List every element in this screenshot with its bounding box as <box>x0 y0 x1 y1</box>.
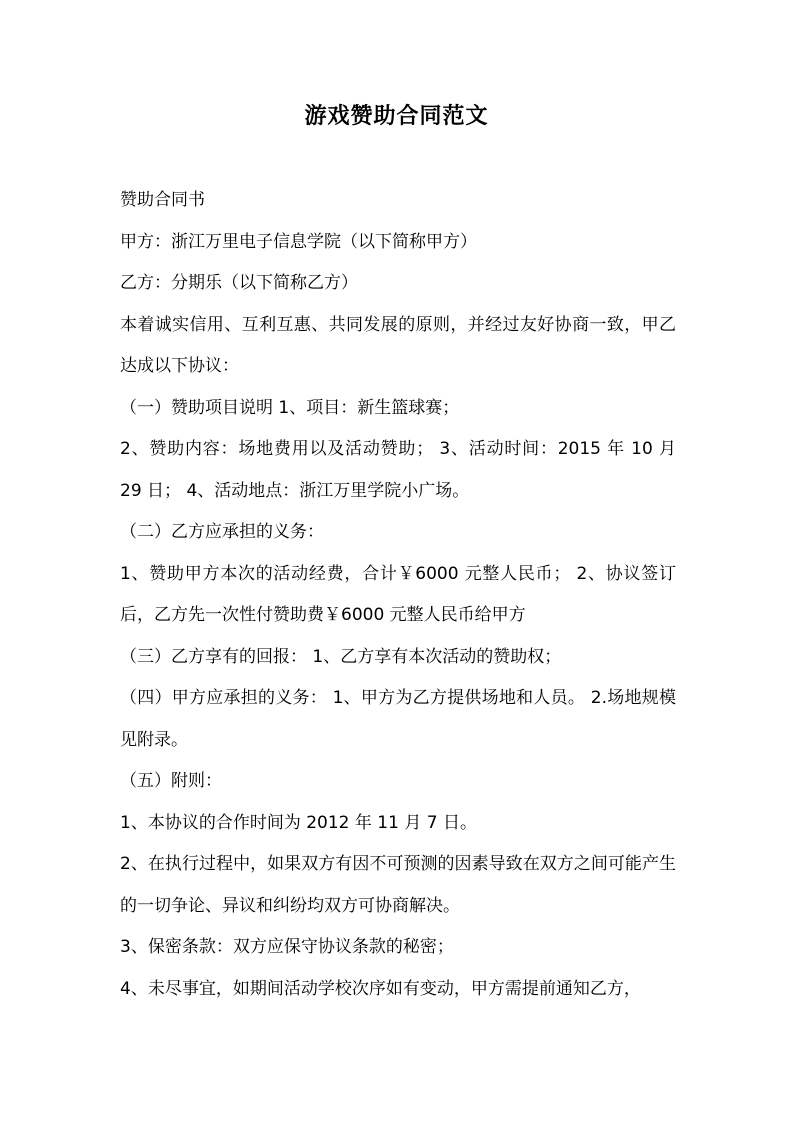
document-body <box>120 180 676 1010</box>
paragraph-clause-2: 2、在执行过程中，如果双方有因不可预测的因素导致在双方之间可能产生的一切争论、异议和纠纷均双方可协商解决。 <box>120 854 676 916</box>
paragraph-party-a: 甲方：浙江万里电子信息学院（以下简称甲方） <box>120 231 477 252</box>
paragraph-heading: 赞助合同书 <box>120 190 205 210</box>
paragraph-section-1-details: 2、赞助内容：场地费用以及活动赞助； 3、活动时间：2015 年 10 月 29 日； 4、活动地点：浙江万里学院小广场。 <box>120 439 676 501</box>
paragraph-preamble: 本着诚实信用、互利互惠、共同发展的原则，并经过友好协商一致，甲乙达成以下协议： <box>120 314 676 376</box>
paragraph-clause-1: 1、本协议的合作时间为 2012 年 11 月 7 日。 <box>120 812 477 833</box>
document-title: 游戏赞助合同范文 <box>304 104 489 129</box>
paragraph-section-1: （一）赞助项目说明 1、项目：新生篮球赛； <box>120 397 460 418</box>
paragraph-section-2-details: 1、赞助甲方本次的活动经费，合计￥6000 元整人民币； 2、协议签订后，乙方先一次性付赞助费￥6000 元整人民币给甲方 <box>120 563 676 625</box>
paragraph-section-5: （五）附则： <box>120 771 222 791</box>
paragraph-section-3: （三）乙方享有的回报： 1、乙方享有本次活动的赞助权； <box>120 646 562 667</box>
paragraph-clause-4: 4、未尽事宜，如期间活动学校次序如有变动，甲方需提前通知乙方， <box>120 978 641 999</box>
paragraph-section-2: （二）乙方应承担的义务： <box>120 522 324 542</box>
paragraph-section-4: （四）甲方应承担的义务： 1、甲方为乙方提供场地和人员。 2.场地规模见附录。 <box>120 688 676 750</box>
paragraph-clause-3: 3、保密条款：双方应保守协议条款的秘密； <box>120 937 454 957</box>
paragraph-party-b: 乙方：分期乐（以下简称乙方） <box>120 273 358 293</box>
